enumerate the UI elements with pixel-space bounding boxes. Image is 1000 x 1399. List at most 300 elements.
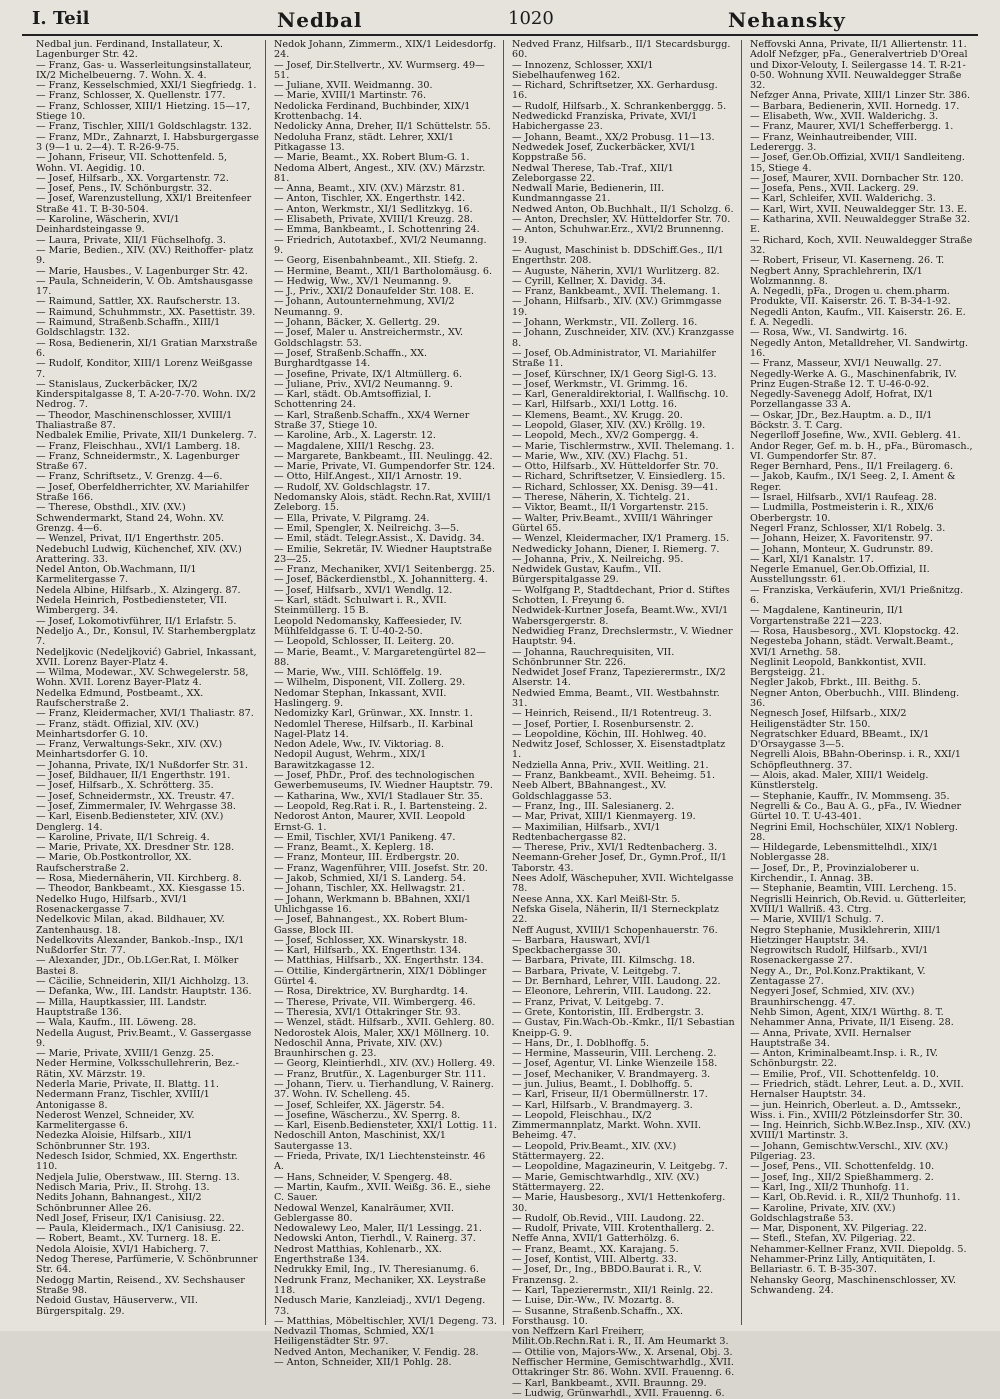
directory-entry: Neemann-Greher Josef, Dr., Gymn.Prof., II/1 Taborstr. 43.	[512, 852, 727, 874]
directory-entry: — Marie, Private, XX. Dresdner Str. 128.	[36, 842, 235, 854]
directory-entry: Nehammer Anna, Private, II/1 Eiseng. 28.	[750, 1017, 954, 1029]
directory-entry: — Johann, Tierv. u. Tierhandlung, V. Rainerg. 37. Wohn. IV. Schelleng. 45.	[274, 1078, 494, 1101]
directory-entry: — Theodor, Maschinenschlosser, XVIII/1 Thaliastraße 87.	[36, 409, 233, 431]
directory-entry: — Grete, Kontoristin, III. Erdbergstr. 3.	[512, 1006, 704, 1018]
directory-entry: Nedeljo A., Dr., Konsul, IV. Starhembergplatz 7.	[36, 625, 256, 648]
directory-entry: — Karl, Ing., XII/2 Thunhofg. 11.	[750, 1181, 910, 1193]
directory-entry: — Wala, Kaufm., III. Löweng. 28.	[36, 1017, 197, 1029]
directory-entry: — Rudolf, Hilfsarb., X. Schrankenberggg. 5.	[512, 100, 727, 112]
directory-entry: — Ludmilla, Postmeisterin i. R., XIX/6 Oberbergstr. 10.	[750, 502, 934, 524]
directory-entry: Nedela Heinrich, Postbediensteter, VII. Wimbergerg. 34.	[36, 595, 228, 617]
directory-entry: — Josef, Lokomotivführer, II/1 Erlafstr. 5.	[36, 615, 237, 627]
directory-entry: — Franz, Gas- u. Wasserleitungsinstallateur, IX/2 Michelbeuerng. 7. Wohn. X. 4.	[36, 59, 252, 81]
directory-entry: — Oskar, JDr., Bez.Hauptm. a. D., II/1 Böckstr. 3. T. Carg.	[750, 409, 933, 431]
directory-entry: — Israel, Hilfsarb., XVI/1 Raufeag. 28.	[750, 492, 937, 504]
directory-entry: Nehammer-Kellner Franz, XVII. Diepoldg. 5.	[750, 1243, 967, 1255]
directory-entry: — Stephanie, Kauffr., IV. Mommseng. 35.	[750, 790, 950, 802]
directory-entry: Nehammer-Prinz Lilly, Antiquitäten, I. Bellariastr. 6. T. B-35-307.	[750, 1254, 936, 1276]
directory-entry: — Franz, Kleidermacher, XVI/1 Thaliastr. 87.	[36, 708, 254, 720]
directory-entry: — Anna, Beamt., XIV. (XV.) Märzstr. 81.	[274, 183, 465, 195]
directory-entry: — Wenzel, Privat, II/1 Engerthstr. 205.	[36, 533, 225, 545]
directory-entry: — Josef, Kontist, VIII. Albertg. 33.	[512, 1254, 677, 1266]
directory-entry: von Neffzern Karl Freiherr, Milit.Ob.Rechn.Rat i. R., II. Am Heumarkt 3.	[512, 1326, 729, 1348]
directory-entry: Negrislli Heinrich, Ob.Revid. u. Gütterleiter, XVIII/1 Wallriß. 43. Ctrg.	[750, 893, 967, 915]
directory-entry: Nedwed Anton, Ob.Buchhalt., II/1 Scholzg. 6.	[512, 203, 734, 215]
directory-entry: — Franz, Schlosser, XIII/1 Hietzing. 15—17, Stiege 10.	[36, 100, 251, 123]
directory-entry: Nedved Anton, Mechaniker, V. Fendig. 28.	[274, 1346, 479, 1358]
directory-entry: — Josef, Hilfsarb., XX. Vorgartenstr. 72.	[36, 172, 229, 184]
directory-entry: — Karoline, Private, II/1 Schreig. 4.	[36, 831, 210, 843]
directory-entry: — Johann, Gemischtw.Verschl., XIV. (XV.) Pilgeriag. 23.	[750, 1140, 949, 1163]
directory-entry: — Franz, Beamt., X. Keplerg. 18.	[274, 842, 434, 854]
directory-entry: — Rosa, Hausbesorg., XVI. Klopstockg. 42.	[750, 625, 960, 637]
directory-entry: — Franz, Schriftsetz., V. Grenzg. 4—6.	[36, 471, 223, 483]
directory-entry: — Josef, Dir.Stellvertr., XV. Wurmserg. 49—51.	[274, 59, 485, 81]
directory-entry: — Mar, Disponent, XV. Pilgeriag. 22.	[750, 1223, 927, 1235]
directory-entry: — Barbara, Hauswart, XVI/1 Speckbachergasse 30.	[512, 934, 651, 957]
directory-entry: Nedola Aloisie, XVI/1 Habicherg. 7.	[36, 1243, 209, 1255]
directory-entry: — Josefa, Pens., XVII. Lackerg. 29.	[750, 183, 919, 195]
directory-entry: — Robert, Friseur, VI. Kaserneng. 26. T.	[750, 255, 945, 267]
directory-entry: Nedoschil Anna, Private, XIV. (XV.) Braunhirschen g. 23.	[274, 1037, 443, 1060]
directory-entry: — Johann, Tischler, XX. Hellwagstr. 21.	[274, 883, 465, 895]
directory-entry: Nedomizky Karl, Grünwar., XX. Innstr. 1.	[274, 708, 473, 720]
directory-entry: — Margarete, Bankbeamt., III. Neulingg. 42.	[274, 450, 493, 462]
directory-entry: — Johann, Autounternehmung, XVI/2 Neumanng. 9.	[274, 296, 455, 318]
directory-entry: Nedelkovic Milan, akad. Bildhauer, XV. Zantenhausg. 18.	[36, 914, 225, 936]
directory-entry: — Franz, Tischler, XIII/1 Goldschlagstr. 132.	[36, 121, 252, 133]
directory-entry: Negyeri Josef, Schmied, XIV. (XV.) Braunhirschengg. 47.	[750, 986, 915, 1008]
directory-entry: — Wilhelm, Disponent, VII. Zollerg. 29.	[274, 677, 466, 689]
directory-entry: — Rosa, Ww., VI. Sandwirtg. 16.	[750, 327, 908, 339]
directory-entry: — Rosa, Bedienerin, XI/1 Gratian Marxstraße 6.	[36, 337, 258, 359]
directory-entry: — Stephanie, Beamtin, VIII. Lercheng. 15.	[750, 883, 957, 895]
directory-entry: Nedwidek Gustav, Kaufm., VII. Bürgerspitalgasse 29.	[512, 564, 662, 586]
directory-entry: — Franz, städt. Offizial, XIV. (XV.) Meinhartsdorfer G. 10.	[36, 718, 199, 740]
directory-entry: Nedwedickd Franziska, Private, XVI/1 Habichergasse 23.	[512, 111, 698, 133]
directory-entry: — Johann, Friseur, VII. Schottenfeld. 5, Wohn. VI. Aegidig. 10.	[36, 152, 228, 174]
directory-entry: — Karoline, Wäscherin, XVI/1 Deinhardsteingasse 9.	[36, 214, 180, 236]
directory-entry: — Franz, Bankbeamt., XVII. Thelemang. 1.	[512, 286, 721, 298]
directory-entry: — Viktor, Beamt., II/1 Vorgartenstr. 215.	[512, 502, 709, 514]
directory-entry: — Friedrich, Autotaxbef., XVI/2 Neumanng. 9.	[274, 234, 487, 256]
directory-entry: Nedolicky Anna, Dreher, II/1 Schüttelstr. 55.	[274, 121, 491, 133]
directory-entry: — Rudolf, XV. Goldschlagstr. 17.	[274, 481, 431, 493]
directory-entry: — Rudolf, Ob.Revid., VIII. Laudong. 22.	[512, 1212, 705, 1224]
directory-entry: Negerlloff Josefine, Ww., XVII. Geblerg. 41.	[750, 430, 961, 442]
directory-entry: Nedolicka Ferdinand, Buchbinder, XIX/1 Krottenbachg. 14.	[274, 100, 471, 123]
directory-entry: Nehansky Georg, Maschinenschlosser, XV. Schwandeng. 24.	[750, 1274, 957, 1296]
directory-entry: — Franz, Ing., III. Salesianerg. 2.	[512, 800, 675, 812]
first-entry-running-head: Nedbal	[277, 8, 363, 32]
directory-entry: Nedok Johann, Zimmerm., XIX/1 Leidesdorfg. 24.	[274, 39, 497, 61]
directory-entry: Nefska Gisela, Näherin, II/1 Sterneckplatz 22.	[512, 903, 719, 926]
directory-entry: — Therese, Private, VII. Wimbergerg. 46.	[274, 996, 476, 1008]
directory-entry: Nedela Albine, Hilfsarb., X. Alzingerg. 87.	[36, 584, 241, 596]
directory-entry: — Susanne, Straßenb.Schaffn., XX. Forsthausg. 10.	[512, 1305, 684, 1327]
directory-entry: — Leopoldine, Köchin, III. Hohlweg. 40.	[512, 728, 707, 740]
directory-entry: — Franz, Wagenführer, VIII. Josefst. Str. 20.	[274, 862, 488, 874]
directory-entry: — Katharina, Ww., XVI/1 Stadlauer Str. 35.	[274, 790, 483, 802]
directory-entry: — Karl, Schleifer, XVII. Walderichg. 3.	[750, 193, 936, 205]
directory-entry: — Matthias, Möbeltischler, XVI/1 Degeng. 73.	[274, 1315, 497, 1327]
directory-entry: — Stanislaus, Zuckerbäcker, IX/2 Kinderspitalgasse 8, T. A-20-7-70. Wohn. IX/2 Nedrog. 7.	[36, 378, 256, 411]
directory-entry: — Therese, Priv., XVI/1 Redtenbacherg. 3.	[512, 842, 718, 854]
directory-entry: Nedwal Therese, Tab.-Traf., XII/1 Zeleborgasse 22.	[512, 162, 674, 184]
directory-entry: — Therese, Obsthdl., XIV. (XV.) Schwendermarkt, Stand 24, Wohn. XV. Grenzg. 4—6.	[36, 502, 225, 534]
directory-entry: Nederla Marie, Private, II. Blattg. 11.	[36, 1078, 219, 1090]
directory-entry: Negler Jakob, Fbrkt., III. Beithg. 5.	[750, 677, 921, 689]
directory-entry: — Robert, Beamt., XV. Turnerg. 18. E.	[36, 1233, 221, 1245]
directory-entry: Andor Reger, Gef. m. b. H., pFa., Büromasch., VI. Gumpendorfer Str. 87.	[750, 440, 973, 462]
directory-entry: — Leopold, Schlosser, II. Leiterg. 20.	[274, 636, 455, 648]
last-entry-running-head: Nehansky	[728, 8, 846, 32]
column-2	[266, 39, 504, 1368]
directory-entry: Nedomar Stephan, Inkassant, XVII. Haslingerg. 9.	[274, 687, 447, 709]
directory-entry: — Magdalene, Kantineurin, II/1 Vorgartenstraße 221—223.	[750, 605, 904, 627]
directory-entry: — Hans, Dr., I. Doblhoffg. 5.	[512, 1037, 650, 1049]
directory-entry: — Josef, Oberfeldherrichter, XV. Mariahilfer Straße 166.	[36, 481, 249, 504]
directory-entry: Neeb Albert, BBahnangest., XV. Goldschlaggasse 53.	[512, 780, 667, 802]
directory-entry: — Marie, Beamt., XX. Robert Blum-G. 1.	[274, 152, 470, 164]
page-number: 1020	[508, 8, 554, 29]
directory-entry: — Karl, Ob.Revid. i. R., XII/2 Thunhofg. 11.	[750, 1192, 961, 1204]
columns-container	[28, 39, 980, 1399]
directory-entry: — jun. Heinrich, Oberleut. a. D., Amtssekr., Wiss. i. Fin., XVIII/2 Pötzleinsdorfer Str. 30.	[750, 1099, 963, 1121]
directory-entry: — Georg, Eisenbahnbeamt., XII. Stiefg. 2.	[274, 255, 478, 267]
directory-entry: — Karoline, Private, XIV. (XV.) Goldschlagstraße 53.	[750, 1202, 896, 1224]
directory-entry: Negnesch Josef, Hilfsarb., XIX/2 Heiligenstädter Str. 150.	[750, 708, 907, 730]
directory-entry: — August, Maschinist b. DDSchiff.Ges., II/1 Engerthstr. 208.	[512, 244, 724, 267]
directory-entry: — Wolfgang P., Stadtdechant, Prior d. Stiftes Schotten, I. Freyung 6.	[512, 584, 730, 607]
directory-entry: — Cäcilie, Schneiderin, XII/1 Aichholzg. 13.	[36, 976, 249, 988]
directory-entry: — Marie, Tischlermstrw., XVII. Thelemang. 1.	[512, 440, 735, 452]
directory-entry: — Jakob, Schmied, XI/1 S. Landerg. 54.	[274, 873, 466, 885]
directory-entry: — Karl, Hilfsarb., V. Brandmayerg. 3.	[512, 1099, 693, 1111]
directory-entry: Negrini Emil, Hochschüler, XIX/1 Noblerg. 28.	[750, 821, 958, 843]
directory-entry: — Georg, Kleintierhdl., XIV. (XV.) Hollerg. 49.	[274, 1058, 496, 1070]
directory-entry: — Anton, Drechsler, XV. Hütteldorfer Str. 70.	[512, 214, 731, 226]
directory-entry: — Leopold, Fleischhau., IX/2 Zimmermannplatz, Markt. Wohn. XVII. Beheimg. 47.	[512, 1109, 702, 1142]
directory-entry: Nedusch Marie, Kanzleiadj., XVI/1 Degeng. 73.	[274, 1295, 486, 1317]
directory-entry: Nedesch Isidor, Schmied, XX. Engerthstr. 110.	[36, 1151, 238, 1173]
directory-entry: Negerle Emanuel, Ger.Ob.Offizial, II. Ausstellungsstr. 61.	[750, 564, 930, 586]
directory-entry: — Innozenz, Schlosser, XXI/1 Siebelhaufenweg 162.	[512, 59, 654, 81]
directory-entry: — Franz, Beamt., XX. Karajang. 5.	[512, 1243, 679, 1255]
directory-entry: Nedoluha Franz, städt. Lehrer, XXI/1 Pitkagasse 13.	[274, 131, 454, 153]
directory-entry: — Marie, XVIII/1 Schulg. 7.	[750, 914, 884, 926]
column-4	[742, 40, 980, 1325]
directory-entry: Nedjela Julie, Oberstwaw., III. Sterng. 13.	[36, 1171, 240, 1183]
directory-entry: — Auguste, Näherin, XVI/1 Wurlitzerg. 82.	[512, 265, 720, 277]
directory-entry: Nedwitz Josef, Schlosser, X. Eisenstadtplatz 1.	[512, 739, 726, 761]
directory-entry: — Marie, Ww., VIII. Schlöffelg. 19.	[274, 667, 443, 679]
directory-entry: — Juliane, Priv., XVI/2 Neumanng. 9.	[274, 378, 453, 390]
directory-entry: — Emil, Tischler, XVI/1 Panikeng. 47.	[274, 831, 456, 843]
directory-entry: — Franz, Weinhautreibender, VIII. Lederergg. 3.	[750, 131, 917, 153]
directory-entry: Nedwedicky Johann, Diener, I. Riemerg. 7.	[512, 543, 720, 555]
directory-entry: Negerl Franz, Schlosser, XI/1 Robelg. 3.	[750, 522, 946, 534]
directory-entry: Nedrost Matthias, Kohlenarb., XX. Engerthstraße 134.	[274, 1243, 442, 1266]
directory-entry: — Theodor, Bankbeamt., XX. Kiesgasse 15.	[36, 883, 245, 895]
directory-entry: — Barbara, Private, III. Kilmschg. 18.	[512, 955, 695, 967]
directory-entry: — Otto, Hilfsarb., XV. Hütteldorfer Str. 70.	[512, 461, 719, 473]
directory-entry: — Marie, Private, XVIII/1 Genzg. 25.	[36, 1048, 215, 1060]
directory-entry: Nedorostek Alois, Maler, XX/1 Möllnerg. 10.	[274, 1027, 490, 1039]
directory-entry: — Elisabeth, Private, XVIII/1 Kreuzg. 28.	[274, 214, 473, 226]
directory-entry: — Dr. Bernhard, Lehrer, VIII. Laudong. 22.	[512, 976, 721, 988]
directory-entry: Nedelkovits Alexander, Bankob.-Insp., IX/1 Nußdorfer Str. 77.	[36, 934, 245, 957]
directory-entry: — Elisabeth, Ww., XVII. Walderichg. 3.	[750, 111, 939, 123]
directory-entry: Negedli Anton, Kaufm., VII. Kaiserstr. 26. E. f. A. Negedli.	[750, 306, 966, 329]
directory-entry: — Josef, Portier, I. Rosenbursenstr. 2.	[512, 718, 694, 730]
page-header	[22, 4, 978, 36]
directory-entry: — Franz, Kesselschmied, XXI/1 Siegfriedg. 1.	[36, 80, 257, 92]
directory-entry: — Franz, Masseur, XVI/1 Neuwallg. 27.	[750, 358, 942, 370]
directory-entry: — Richard, Schriftsetzer, XX. Gerhardusg. 16.	[512, 80, 718, 102]
directory-entry: Nedwidet Josef Franz, Tapezierermstr., IX/2 Alserstr. 14.	[512, 667, 726, 689]
directory-entry: — Juliane, XVII. Weidmanng. 30.	[274, 80, 433, 92]
directory-entry: — Josef, Hilfsarb., XVI/1 Wendlg. 12.	[274, 584, 453, 596]
directory-entry: — Hermine, Masseurin, VIII. Lercheng. 2.	[512, 1048, 717, 1060]
directory-entry: — Gustav, Fin.Wach-Ob.-Kmkr., II/1 Sebastian Kneipp-G. 9.	[512, 1017, 735, 1039]
directory-entry: Nedits Johann, Bahnangest., XII/2 Schönbrunner Allee 26.	[36, 1192, 202, 1214]
directory-entry: — Eleonore, Lehrerin, VIII. Laudong. 22.	[512, 986, 712, 998]
directory-entry: Neffischer Hermine, Gemischtwarhdlg., XVII. Ottakringer Str. 86. Wohn. XVII. Frauenng. 6.	[512, 1357, 735, 1379]
directory-entry: — Josef, Maler u. Anstreichermstr., XV. Goldschlagstr. 53.	[274, 327, 464, 349]
directory-entry: — Alois, akad. Maler, XIII/1 Weidelg. Künstlerstelg.	[750, 770, 929, 792]
directory-entry: Nedowalewy Leo, Maler, II/1 Lessingg. 21.	[274, 1223, 482, 1235]
directory-entry: — Barbara, Private, V. Leitgebg. 7.	[512, 965, 681, 977]
directory-entry: — Raimund, Sattler, XX. Raufscherstr. 13.	[36, 296, 241, 308]
directory-entry: — Emil, städt. Telegr.Assist., X. Davidg. 34.	[274, 533, 485, 545]
directory-entry: Nedrukky Emil, Ing., IV. Theresianumg. 6.	[274, 1264, 479, 1276]
directory-entry: — Alexander, JDr., Ob.LGer.Rat, I. Mölker Bastei 8.	[36, 955, 239, 977]
directory-entry: — Karl, Hilfsarb., XXI/1 Lottg. 16.	[512, 399, 678, 411]
directory-entry: — Karl, Hilfsarb., XX. Engerthstr. 134.	[274, 945, 462, 957]
directory-entry: Nedrunk Franz, Mechaniker, XX. Leystraße 118.	[274, 1274, 486, 1296]
directory-entry: Nedbalek Emilie, Private, XII/1 Dunkelerg. 7.	[36, 430, 257, 442]
directory-entry: — Franz, Bankbeamt., XVII. Beheimg. 51.	[512, 770, 716, 782]
directory-entry: Negrelli & Co., Bau A. G., pFa., IV. Wiedner Gürtel 10. T. U-43-401.	[750, 800, 962, 823]
directory-entry: Neff August, XVIII/1 Schopenhauerstr. 76.	[512, 924, 718, 936]
directory-entry: — Karl, Tapezierermstr., XII/1 Reinlg. 22.	[512, 1284, 714, 1296]
directory-entry: — Josef, Kürschner, IX/1 Georg Sigl-G. 13.	[512, 368, 717, 380]
directory-entry: — Karl, städt. Ob.Amtsoffizial, I. Schottenring 24.	[274, 389, 432, 411]
directory-entry: — Josef, Dr., P., Provinzialoberer u. Kirchendir., I. Annag. 3B.	[750, 862, 920, 885]
directory-entry: — Matthias, Hilfsarb., XX. Engerthstr. 134.	[274, 955, 484, 967]
directory-entry: Neglinit Leopold, Bankkontist, XVII. Bergsteigg. 21.	[750, 656, 927, 679]
directory-entry: Nedon Adele, Ww., IV. Viktoriag. 8.	[274, 739, 445, 751]
directory-entry: — Hildegarde, Lebensmittelhdl., XIX/1 Noblergasse 28.	[750, 842, 939, 864]
directory-entry: — Franz, Verwaltungs-Sekr., XIV. (XV.) Meinhartsdorfer G. 10.	[36, 739, 223, 761]
directory-entry: — Marie, Hausbesorg., XVI/1 Hettenkoferg. 30.	[512, 1192, 726, 1214]
directory-entry: — Ella, Private, V. Pilgramg. 24.	[274, 512, 430, 524]
directory-entry: Nedopil August, Wehrm., XIX/1 Barawitzkagasse 12.	[274, 749, 427, 771]
directory-entry: Negrowitsch Rudolf, Hilfsarb., XVI/1 Rosenackergasse 27.	[750, 945, 929, 967]
directory-entry: Nedoschill Anton, Maschinist, XX/1 Sautergasse 13.	[274, 1130, 446, 1152]
directory-entry: — Therese, Näherin, X. Tichtelg. 21.	[512, 492, 690, 504]
directory-entry: Nedebuchl Ludwig, Küchenchef, XIV. (XV.) Arattering. 33.	[36, 543, 242, 565]
directory-entry: Nedziella Anna, Priv., XVII. Weitling. 21.	[512, 759, 709, 771]
directory-entry: — Raimund, Schuhmmstr., XX. Pasettistr. 39.	[36, 306, 256, 318]
directory-entry: Nedermann Franz, Tischler, XVIII/1 Antonigasse 8.	[36, 1089, 210, 1111]
directory-entry: — Josef, Ing., XII/2 Spießhammerg. 2.	[750, 1171, 934, 1183]
directory-entry: Negy A., Dr., Pol.Konz.Praktikant, V. Zentagasse 27.	[750, 965, 926, 988]
directory-entry: — Ludwig, Grünwarhdl., XVII. Frauenng. 6.	[512, 1387, 725, 1399]
directory-entry: Negratschker Eduard, BBeamt., IX/1 D'Orsaygasse 3—5.	[750, 728, 930, 751]
directory-entry: Nedorost Anton, Maurer, XVII. Leopold Ernst-G. 1.	[274, 811, 466, 833]
directory-entry: — Wenzel, städt. Hilfsarb., XVII. Gehlerg. 80.	[274, 1017, 495, 1029]
directory-entry: — Johann, Beamt., XX/2 Probusg. 11—13.	[512, 131, 715, 143]
directory-entry: — Karl, Straßenb.Schaffn., XX/4 Werner Straße 37, Stiege 10.	[274, 409, 470, 431]
directory-entry: — Rudolf, Konditor, XIII/1 Lorenz Weißgasse 7.	[36, 358, 253, 380]
directory-entry: — Heinrich, Reisend., II/1 Rotentreug. 3.	[512, 708, 712, 720]
directory-entry: — Maximilian, Hilfsarb., XVI/1 Redtenbachergasse 82.	[512, 821, 661, 843]
directory-entry: — Franz, Privat, V. Leitgebg. 7.	[512, 996, 664, 1008]
directory-entry: Nedwidek-Kurtner Josefa, Beamt.Ww., XVI/1 Wabersgergerstr. 8.	[512, 605, 729, 627]
directory-entry: — Karl, Eisenb.Bediensteter, XIV. (XV.) Denglerg. 14.	[36, 811, 224, 833]
directory-entry: Nedoid Gustav, Häuserverw., VII. Bürgerspitalg. 29.	[36, 1295, 198, 1317]
directory-entry: — Josef, Zimmermaler, IV. Wehrgasse 38.	[36, 800, 236, 812]
directory-entry: — Josef, Warenzustellung, XXI/1 Breitenfeer Straße 41. T. B-30-504.	[36, 193, 252, 215]
directory-entry: — Milla, Hauptkassier, III. Landstr. Hauptstraße 136.	[36, 996, 207, 1018]
directory-entry: — Karl, Bankbeamt., XVII. Braunng. 29.	[512, 1377, 707, 1389]
directory-entry: Nedvazil Thomas, Schmied, XX/1 Heiligenstädter Str. 97.	[274, 1326, 435, 1348]
directory-entry: — Leopold, Mech., XV/2 Gompergg. 4.	[512, 430, 699, 442]
directory-entry: — Raimund, Straßenb.Schaffn., XIII/1 Goldschlagstr. 132.	[36, 317, 221, 339]
directory-entry: — Franz, Brutfür., X. Lagenburger Str. 111.	[274, 1068, 486, 1080]
directory-entry: — Anton, Schuhwar.Erz., XVI/2 Brunnenng. 19.	[512, 224, 724, 246]
directory-entry: — Anton, Tischler, XX. Engerthstr. 142.	[274, 193, 466, 205]
directory-entry: — Karoline, Arb., X. Lagerstr. 12.	[274, 430, 436, 442]
directory-entry: — Josef, Ob.Administrator, VI. Mariahilfer Straße 11.	[512, 347, 716, 370]
directory-entry: — Johanna, Private, IX/1 Nußdorfer Str. 31.	[36, 759, 248, 771]
directory-entry: — Richard, Schriftsetzer, V. Einsiedlerg. 15.	[512, 471, 726, 483]
directory-entry: — J., Priv., XXI/2 Donaufelder Str. 108. E.	[274, 286, 475, 298]
directory-entry: — Josef, Ger.Ob.Offizial, XVII/1 Sandleiteng. 15, Stiege 4.	[750, 152, 965, 174]
directory-entry: — Josef, Agentur, VI. Linke Wienzeile 158.	[512, 1058, 718, 1070]
directory-entry: Negesteba Johann, städt. Verwalt.Beamt., XVI/1 Arnethg. 58.	[750, 636, 954, 658]
directory-entry: Nedisch Maria, Priv., II. Strohg. 13.	[36, 1181, 210, 1193]
directory-entry: — Franz, Schneidermstr., X. Lagenburger Straße 67.	[36, 450, 240, 473]
directory-entry: Negro Stephanie, Musiklehrerin, XIII/1 Hietzinger Hauptstr. 34.	[750, 924, 942, 946]
directory-entry: — Defanka, Ww., III. Landstr. Hauptstr. 136.	[36, 986, 252, 998]
directory-entry: — Emilie, Sekretär, IV. Wiedner Hauptstraße 23—25.	[274, 543, 492, 565]
directory-entry: Nedl Josef, Friseur, IX/1 Canisiusg. 22.	[36, 1212, 225, 1224]
directory-entry: — Otto, Hilf.Angest., XII/1 Arnostr. 19.	[274, 471, 462, 483]
directory-entry: Negedly Anton, Metalldreher, VI. Sandwirtg. 16.	[750, 337, 969, 359]
directory-entry: — Josef, Dr., Ing., BBDO.Baurat i. R., V. Franzensg. 2.	[512, 1264, 702, 1286]
directory-entry: Nedezka Aloisie, Hilfsarb., XII/1 Schönbrunner Str. 193.	[36, 1130, 193, 1152]
directory-entry: — Ottilie von, Majors-Ww., X. Arsenal, Obj. 3.	[512, 1346, 733, 1358]
directory-entry: — Anton, Werkmstr., XI/1 Sedlitzkyg. 16.	[274, 203, 473, 215]
directory-entry: — Leopold, Glaser, XIV. (XV.) Kröllg. 19.	[512, 419, 706, 431]
directory-entry: — Franz, Monteur, III. Erdbergstr. 20.	[274, 852, 460, 864]
directory-entry: — Franz, Schlosser, X. Quellenstr. 177.	[36, 90, 226, 102]
directory-entry: — Josef, Bildhauer, II/1 Engerthstr. 191.	[36, 770, 231, 782]
section-label: I. Teil	[32, 8, 90, 29]
directory-entry: — Josef, PhDr., Prof. des technologischen Gewerbemuseums, IV. Wiedner Hauptstr. 79.	[274, 770, 493, 792]
directory-entry: Negbert Anny, Sprachlehrerin, IX/1 Wolzmannng. 8.	[750, 265, 923, 287]
directory-entry: Nefzger Anna, Private, XIII/1 Linzer Str. 386.	[750, 90, 971, 102]
directory-entry: — Hermine, Beamt., XII/1 Bartholomäusg. 6.	[274, 265, 493, 277]
directory-entry: Nedog Therese, Parfümerie, V. Schönbrunner Str. 64.	[36, 1254, 258, 1276]
directory-entry: — Ottilie, Kindergärtnerin, XIX/1 Döblinger Gürtel 4.	[274, 965, 487, 988]
column-3	[504, 39, 742, 1399]
directory-entry: Neese Anna, XX. Karl Meißl-Str. 5.	[512, 893, 681, 905]
directory-entry: — Barbara, Bedienerin, XVII. Hornedg. 17.	[750, 100, 960, 112]
directory-entry: Negedly-Werke A. G., Maschinenfabrik, IV. Prinz Eugen-Straße 12. T. U-46-0-92.	[750, 368, 957, 390]
directory-entry: — Josef, Maurer, XVII. Dornbacher Str. 120.	[750, 172, 964, 184]
directory-entry: — Marie, Ww., XIV. (XV.) Flachg. 51.	[512, 450, 688, 462]
directory-entry: Negner Anton, Oberbuchh., VIII. Blindeng. 36.	[750, 687, 960, 709]
directory-entry: — Franz, Fleischhau., XVI/1 Lamberg. 18.	[36, 440, 241, 452]
directory-entry: — Emma, Bankbeamt., I. Schottenring 24.	[274, 224, 480, 236]
directory-entry: Neffovski Anna, Private, II/1 Alliertenstr. 11.	[750, 39, 967, 50]
directory-entry: — Josef, Pens., VII. Schottenfeldg. 10.	[750, 1161, 935, 1173]
directory-entry: Nedwedek Josef, Zuckerbäcker, XVI/1 Koppstraße 56.	[512, 141, 696, 164]
directory-entry: — Anton, Schneider, XII/1 Pohlg. 28.	[274, 1357, 452, 1368]
directory-entry: — Leopold, Reg.Rat i. R., I. Bartensteing. 2.	[274, 800, 488, 812]
directory-entry: Nehb Simon, Agent, XIX/1 Würthg. 8. T.	[750, 1006, 944, 1018]
directory-entry: Nedel Anton, Ob.Wachmann, II/1 Karmelitergasse 7.	[36, 564, 197, 586]
directory-entry: — Marie, Hausbes., V. Lagenburger Str. 42.	[36, 265, 248, 277]
directory-entry: — Josefine, Wäscherzu., XV. Sperrg. 8.	[274, 1109, 461, 1121]
directory-entry: — Josef, Schlosser, XX. Winarskystr. 18.	[274, 934, 468, 946]
directory-entry: — Hedwig, Ww., XV/1 Neumanng. 9.	[274, 275, 452, 287]
directory-entry: Nedowal Wenzel, Kanalräumer, XVII. Geblergasse 80.	[274, 1202, 455, 1224]
directory-entry: — Leopold, Priv.Beamt., XIV. (XV.) Stättermayerg. 22.	[512, 1140, 677, 1163]
directory-entry: — Emil, Spengler, X. Neilreichg. 3—5.	[274, 522, 460, 534]
directory-entry: — Theresia, XVI/1 Ottakringer Str. 93.	[274, 1006, 461, 1018]
directory-entry: — Marie, Gemischtwarhdlg., XIV. (XV.) Stättermayerg. 22.	[512, 1171, 700, 1193]
directory-entry: Nedelko Hugo, Hilfsarb., XVI/1 Rosenackergasse 7.	[36, 893, 188, 915]
directory-entry: — Mar, Privat, XIII/1 Kienmayerg. 19.	[512, 811, 696, 823]
directory-entry: Nedomlel Therese, Hilfsarb., II. Karbinal Nagel-Platz 14.	[274, 718, 474, 740]
directory-entry: — Franz, Maurer, XVI/1 Schefferbergg. 1.	[750, 121, 954, 133]
directory-entry: — Paula, Schneiderin, V. Ob. Amtshausgasse 17.	[36, 275, 253, 298]
directory-entry: — Marie, Beamt., V. Margaretengürtel 82—88.	[274, 646, 486, 668]
directory-entry: — Magdalene, XIII/1 Reschg. 23.	[274, 440, 435, 452]
directory-entry: — Frieda, Private, IX/1 Liechtensteinstr. 46 A.	[274, 1151, 486, 1173]
directory-entry: — Franz, MDr., Zahnarzt, I. Habsburgergasse 3 (9—1 u. 2—4). T. R-26-9-75.	[36, 131, 259, 153]
directory-entry: Negrelli Alois, BBahn-Oberinsp. i. R., XXI/1 Schöpfleuthnerg. 37.	[750, 749, 962, 771]
directory-entry: A. Negedli, pFa., Drogen u. chem.pharm. Produkte, VII. Kaiserstr. 26. T. B-34-1-92.	[750, 286, 951, 308]
directory-entry: — Josefine, Private, IX/1 Altmüllerg. 6.	[274, 368, 463, 380]
directory-entry: Nedbal jun. Ferdinand, Installateur, X. Lagenburger Str. 42.	[36, 39, 224, 61]
directory-entry: — Franz, Mechaniker, XVI/1 Seitenbergg. 25.	[274, 564, 496, 576]
directory-entry: Nedomansky Alois, städt. Rechn.Rat, XVIII/1 Zeleborg. 15.	[274, 492, 492, 514]
directory-entry: — Johann, Bäcker, X. Gellertg. 29.	[274, 317, 440, 329]
directory-entry: — Ing. Heinrich, Sichb.W.Bez.Insp., XIV. (XV.) XVIII/1 Martinstr. 3.	[750, 1120, 971, 1142]
directory-entry: — Emilie, Prof., VII. Schottenfeldg. 10.	[750, 1068, 939, 1080]
directory-entry: — Wenzel, Kleidermacher, IX/1 Pramerg. 15.	[512, 533, 730, 545]
directory-entry: Leopold Nedomansky, Kaffeesieder, IV. Mühlfeldgasse 6. T. U-40-2-50.	[274, 615, 463, 637]
directory-entry: Reger Bernhard, Pens., II/1 Freilagerg. 6.	[750, 461, 954, 473]
directory-entry: Neffe Anna, XVII/1 Gatterhölzg. 6.	[512, 1233, 680, 1245]
directory-entry: — Karl, Eisenb.Bediensteter, XXI/1 Lottig. 11.	[274, 1120, 497, 1132]
directory-entry: — Marie, Ob.Postkontrollor, XX. Raufscherstraße 2.	[36, 852, 192, 874]
directory-entry: — Richard, Schlosser, XX. Denisg. 39—41.	[512, 481, 718, 493]
directory-entry: — Paula, Kleidermach., IX/1 Canisiusg. 22.	[36, 1223, 245, 1235]
directory-entry: Nederost Wenzel, Schneider, XV. Karmelitergasse 6.	[36, 1109, 195, 1132]
column-1	[28, 40, 266, 1325]
directory-entry: — Jakob, Kaufm., IX/1 Seeg. 2, I. Ament & Reger.	[750, 471, 956, 493]
directory-entry: — Anna, Private, XVII. Hernalser Hauptstraße 34.	[750, 1027, 911, 1049]
directory-entry: — Anton, Kriminalbeamt.Insp. i. R., IV. Schönburgstr. 22.	[750, 1048, 938, 1070]
directory-entry: — Walter, Priv.Beamt., XVIII/1 Währinger Gürtel 65.	[512, 512, 713, 534]
